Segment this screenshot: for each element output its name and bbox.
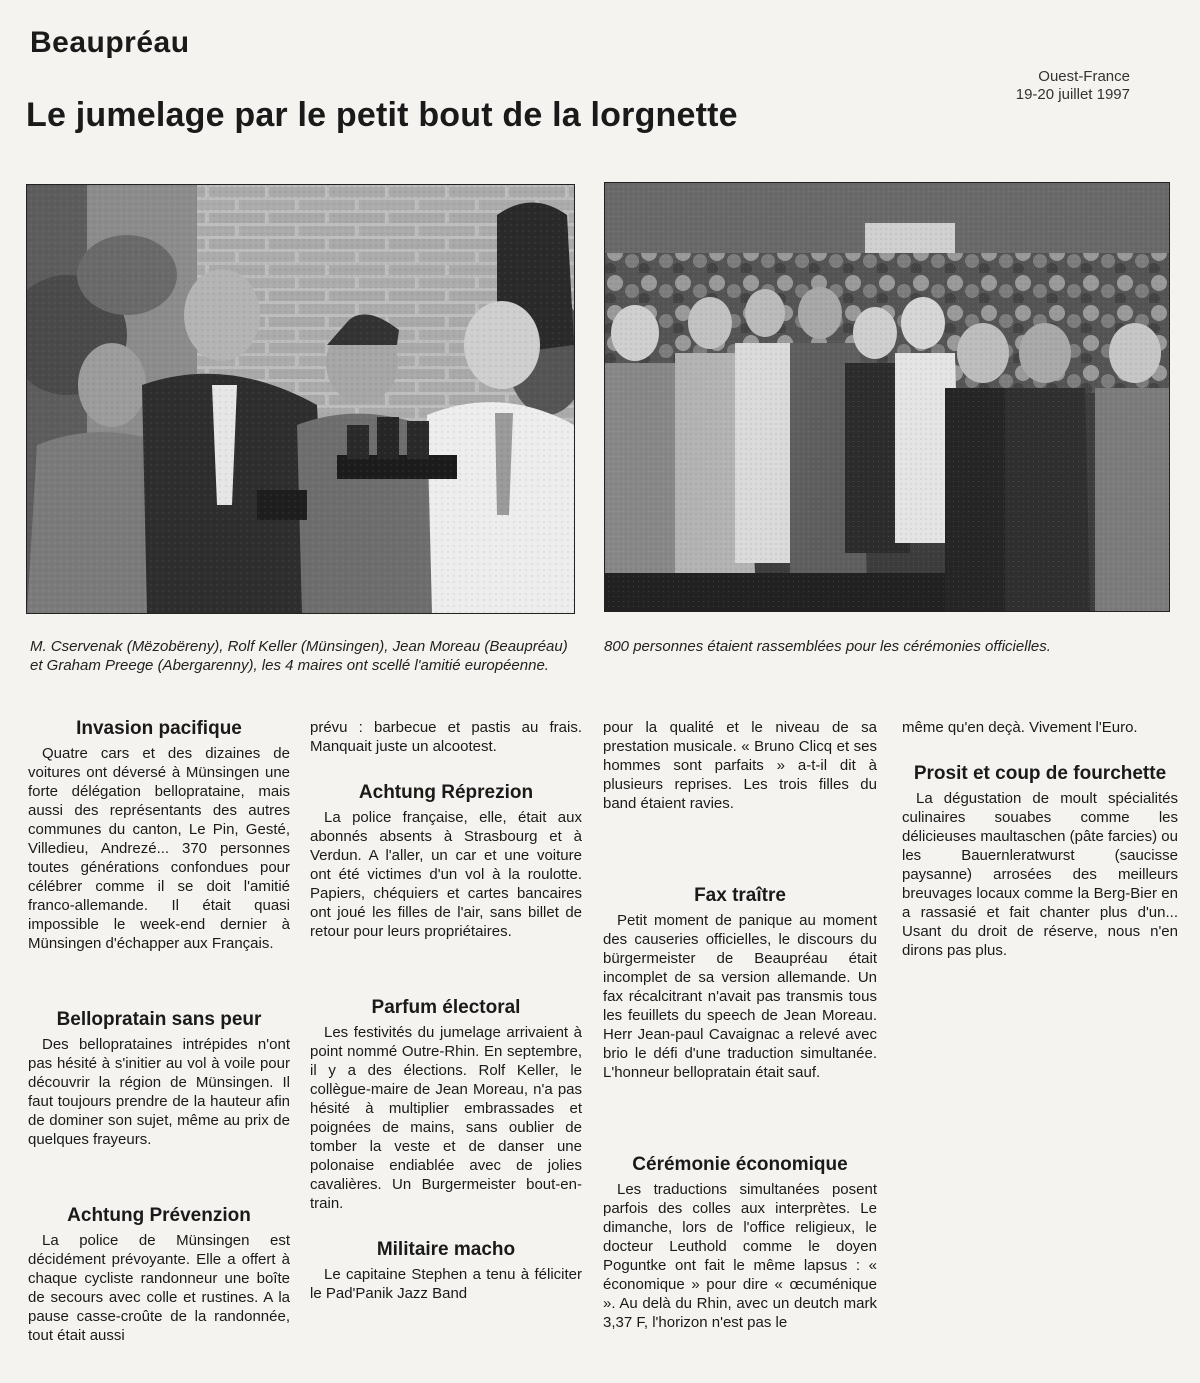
article-militaire	[310, 1239, 582, 1303]
section-kicker: Beaupréau	[30, 26, 190, 59]
article-title: Cérémonie économique	[632, 1154, 848, 1175]
headline: Le jumelage par le petit bout de la lorgnette	[26, 96, 738, 134]
article-bellopratain	[28, 1009, 290, 1149]
caption-mayors: M. Cservenak (Mëzobëreny), Rolf Keller (Münsingen), Jean Moreau (Beaupréau) et Graham Preege (Abergarenny), les 4 maires ont scellé l'amitié européenne.	[30, 638, 568, 674]
column-4	[902, 718, 1178, 1363]
article-title: Invasion pacifique	[76, 718, 242, 739]
article-fax	[603, 885, 877, 1082]
article-title: Fax traître	[694, 885, 786, 906]
article-body: La dégustation de moult spécialités culinaires souabes comme les délicieuses maultaschen (pâte farcies) ou les Bauernleratwurst (saucisse paysanne) arrosées des meilleurs breuvages locaux comme la Berg-Bier en a rassasié et fait chanter plus d'un... Usant du droit de réserve, nous n'en dirons pas plus.	[902, 790, 1178, 959]
article-body: Petit moment de panique au moment des causeries officielles, le discours du bürgermeister de Beaupréau était incomplet de sa version allemande. Un fax récalcitrant n'avait pas transmis tous les feuillets du speech de Jean Moreau. Herr Jean-paul Cavaignac a relevé avec brio le défi d'une traduction simultanée. L'honneur bellopratain était sauf.	[603, 912, 877, 1081]
caption-crowd: 800 personnes étaient rassemblées pour les cérémonies officielles.	[604, 638, 1051, 655]
article-body: Les festivités du jumelage arrivaient à point nommé Outre-Rhin. En septembre, il y a des élections. Rolf Keller, le collègue-maire de Jean Moreau, n'a pas hésité à multiplier embrassades et poignées de mains, sans oublier de tomber la veste et de danser une polonaise endiablée avec de jolies cavalières. Un Burgermeister bout-en-train.	[310, 1024, 582, 1212]
article-parfum	[310, 997, 582, 1213]
article-continuation: prévu : barbecue et pastis au frais. Manquait juste un alcootest.	[310, 719, 582, 755]
photo-crowd	[604, 182, 1170, 612]
article-invasion	[28, 718, 290, 953]
source-credit	[980, 68, 1130, 104]
article-body: La police française, elle, était aux abonnés absents à Strasbourg et à Verdun. A l'aller, un car et une voiture ont été victimes d'un vol à la roulotte. Papiers, chéquiers et cartes bancaires ont joué les filles de l'air, sans billet de retour pour leurs propriétaires.	[310, 809, 582, 940]
article-prevenzion-continued	[310, 718, 582, 756]
article-title: Achtung Réprezion	[358, 782, 534, 803]
article-body: La police de Münsingen est décidément prévoyante. Elle a offert à chaque cycliste randonneur une boîte de secours avec colle et rustines. A la pause casse-croûte de la randonnée, tout était aussi	[28, 1232, 290, 1344]
article-militaire-continued	[603, 718, 877, 813]
column-1	[28, 718, 290, 1363]
article-title: Achtung Prévenzion	[67, 1205, 251, 1226]
article-reprezion	[310, 782, 582, 941]
article-continuation: pour la qualité et le niveau de sa prestation musicale. « Bruno Clicq et ses hommes sont parfaits » a-t-il dit à plusieurs reprises. Les trois filles du band étaient ravies.	[603, 719, 877, 812]
publication-name: Ouest-France	[1038, 68, 1130, 85]
publication-date: 19-20 juillet 1997	[1015, 86, 1130, 103]
article-ceremonie	[603, 1154, 877, 1332]
article-continuation: même qu'en deçà. Vivement l'Euro.	[902, 719, 1138, 736]
article-prosit	[902, 763, 1178, 960]
article-ceremonie-continued	[902, 718, 1178, 737]
article-body: Le capitaine Stephen a tenu à féliciter le Pad'Panik Jazz Band	[310, 1266, 582, 1302]
article-prevenzion	[28, 1205, 290, 1345]
article-title: Parfum électoral	[371, 997, 521, 1018]
article-title: Militaire macho	[376, 1239, 516, 1260]
column-3	[603, 718, 877, 1363]
article-title: Bellopratain sans peur	[56, 1009, 262, 1030]
column-2	[310, 718, 582, 1363]
photo-crowd-image	[605, 183, 1169, 611]
photo-mayors	[26, 184, 575, 614]
article-body: Les traductions simultanées posent parfois des colles aux interprètes. Le dimanche, lors de l'office religieux, le docteur Leuthold comme le doyen Poguntke ont fait le même lapsus : « économique » pour dire « œcuménique ». Au delà du Rhin, avec un deutch mark 3,37 F, l'horizon n'est pas le	[603, 1181, 877, 1331]
photo-mayors-image	[27, 185, 574, 613]
article-body: Quatre cars et des dizaines de voitures ont déversé à Münsingen une forte délégation belloprataine, mais aussi des représentants des autres communes du canton, Le Pin, Gesté, Villedieu, Andrezé... 370 personnes toutes générations confondues pour célébrer comme il se doit l'amitié franco-allemande. Il était quasi impossible le week-end dernier à Münsingen d'échapper aux Français.	[28, 745, 290, 952]
article-title: Prosit et coup de fourchette	[913, 763, 1167, 784]
article-body: Des belloprataines intrépides n'ont pas hésité à s'initier au vol à voile pour découvrir la région de Münsingen. Il faut toujours prendre de la hauteur afin de dominer son sujet, même au prix de quelques frayeurs.	[28, 1036, 290, 1148]
